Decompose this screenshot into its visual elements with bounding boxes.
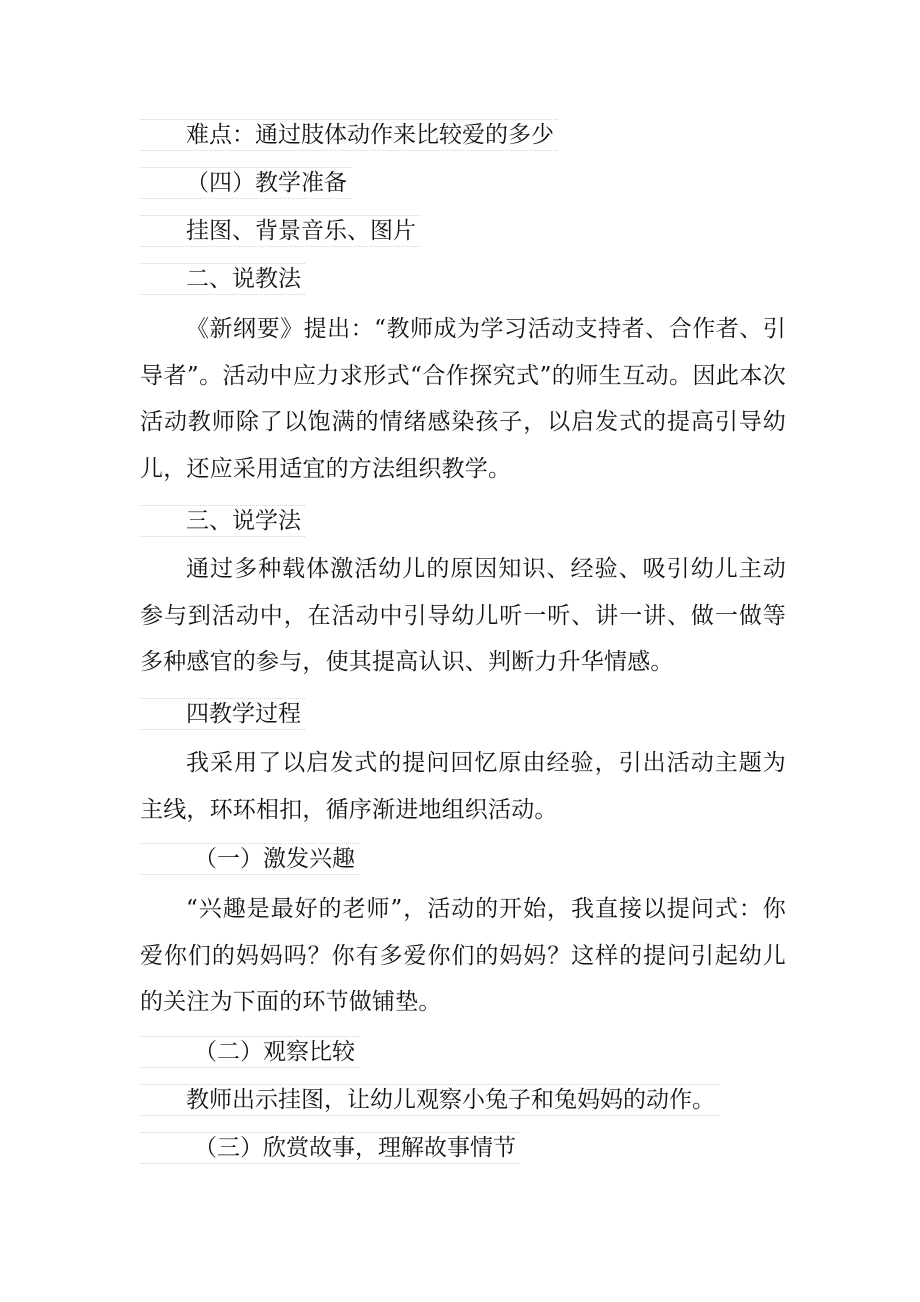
materials-line: 挂图、背景音乐、图片 (140, 215, 420, 247)
paragraph-learning-method: 通过多种载体激活幼儿的原因知识、经验、吸引幼儿主动参与到活动中，在活动中引导幼儿听一听、讲一讲、做一做等多种感官的参与，使其提高认识、判断力升华情感。 (140, 556, 786, 675)
paragraph-step-1: “兴趣是最好的老师”，活动的开始，我直接以提问式：你爱你们的妈妈吗？你有多爱你们的妈妈？这样的提问引起幼儿的关注为下面的环节做铺垫。 (140, 896, 786, 1015)
subheading-step-3: （三）欣赏故事，理解故事情节 (140, 1132, 520, 1164)
paragraph-teaching-process: 我采用了以启发式的提问回忆原由经验，引出活动主题为主线，环环相扣，循序渐进地组织活动。 (140, 750, 786, 823)
section-heading-teaching-method: 二、说教法 (140, 263, 305, 295)
section-heading-preparation: （四）教学准备 (140, 167, 351, 199)
section-heading-teaching-process: 四教学过程 (140, 698, 305, 730)
subheading-step-1: （一）激发兴趣 (140, 843, 359, 875)
difficulty-line: 难点：通过肢体动作来比较爱的多少 (140, 119, 558, 151)
paragraph-step-2: 教师出示挂图，让幼儿观察小兔子和兔妈妈的动作。 (140, 1084, 719, 1116)
paragraph-teaching-method: 《新纲要》提出：“教师成为学习活动支持者、合作者、引导者”。活动中应力求形式“合作探究式”的师生互动。因此本次活动教师除了以饱满的情绪感染孩子，以启发式的提高引导幼儿，还应采用适宜的方法组织教学。 (140, 316, 786, 482)
subheading-step-2: （二）观察比较 (140, 1036, 359, 1068)
section-heading-learning-method: 三、说学法 (140, 505, 305, 537)
